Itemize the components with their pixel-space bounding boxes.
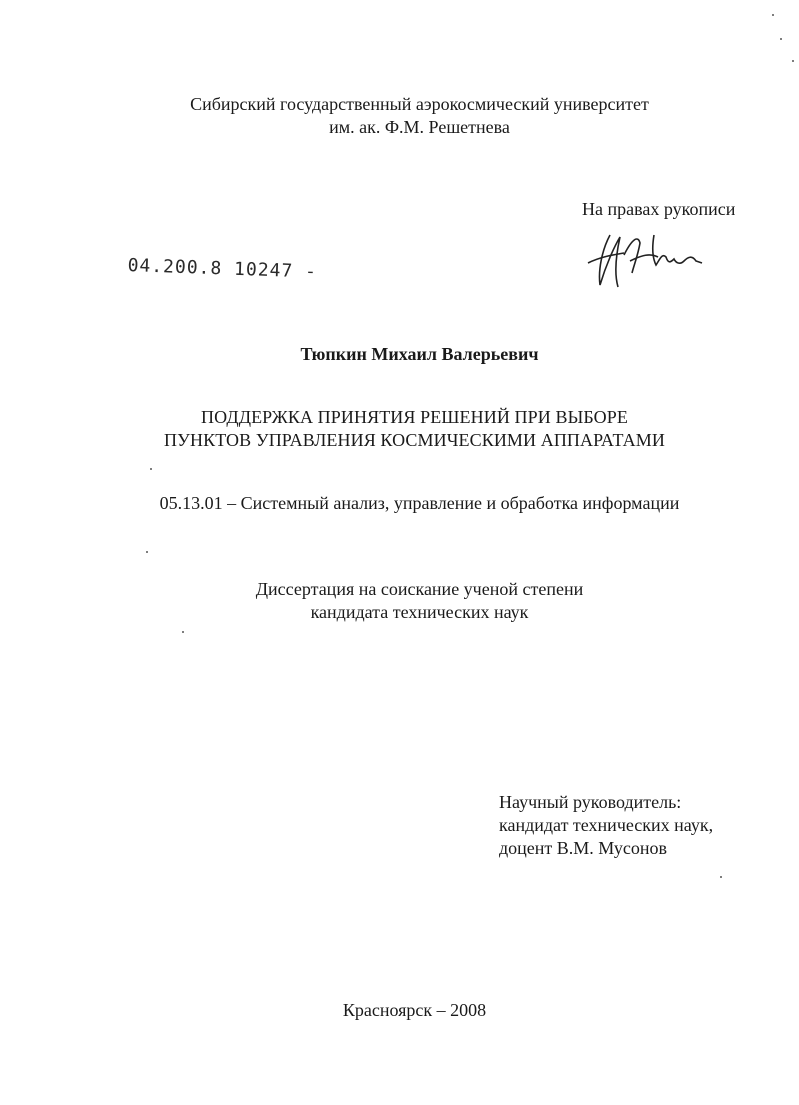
scan-speck <box>780 38 782 40</box>
scan-speck <box>720 876 722 878</box>
supervisor-name: доцент В.М. Мусонов <box>499 838 667 858</box>
city-year: Красноярск – 2008 <box>342 1000 487 1020</box>
supervisor-block <box>499 791 713 860</box>
degree-line-2: кандидата технических наук <box>310 602 529 622</box>
specialty-code: 05.13.01 – Системный анализ, управление и обработка информации <box>159 493 680 513</box>
handwritten-signature <box>580 225 710 295</box>
degree-line-1: Диссертация на соискание ученой степени <box>255 579 584 599</box>
title-line-1: ПОДДЕРЖКА ПРИНЯТИЯ РЕШЕНИЙ ПРИ ВЫБОРЕ <box>201 407 628 427</box>
supervisor-label: Научный руководитель: <box>499 792 682 812</box>
scan-speck <box>792 60 794 62</box>
scan-speck <box>772 14 774 16</box>
university-name: Сибирский государственный аэрокосмический университет <box>190 94 649 114</box>
degree-statement <box>40 578 799 624</box>
university-header <box>40 93 799 139</box>
dissertation-title <box>30 406 799 452</box>
scan-speck <box>182 631 184 633</box>
title-line-2: ПУНКТОВ УПРАВЛЕНИЯ КОСМИЧЕСКИМИ АППАРАТАМИ <box>164 430 665 450</box>
supervisor-degree: кандидат технических наук, <box>499 815 714 835</box>
university-named-after: им. ак. Ф.М. Решетнева <box>329 117 510 137</box>
author-name: Тюпкин Михаил Валерьевич <box>300 344 539 364</box>
scan-speck <box>146 551 148 553</box>
archive-stamp: 04.200.8 10247 - <box>127 255 318 283</box>
rights-note: На правах рукописи <box>582 199 736 219</box>
scan-speck <box>150 468 152 470</box>
